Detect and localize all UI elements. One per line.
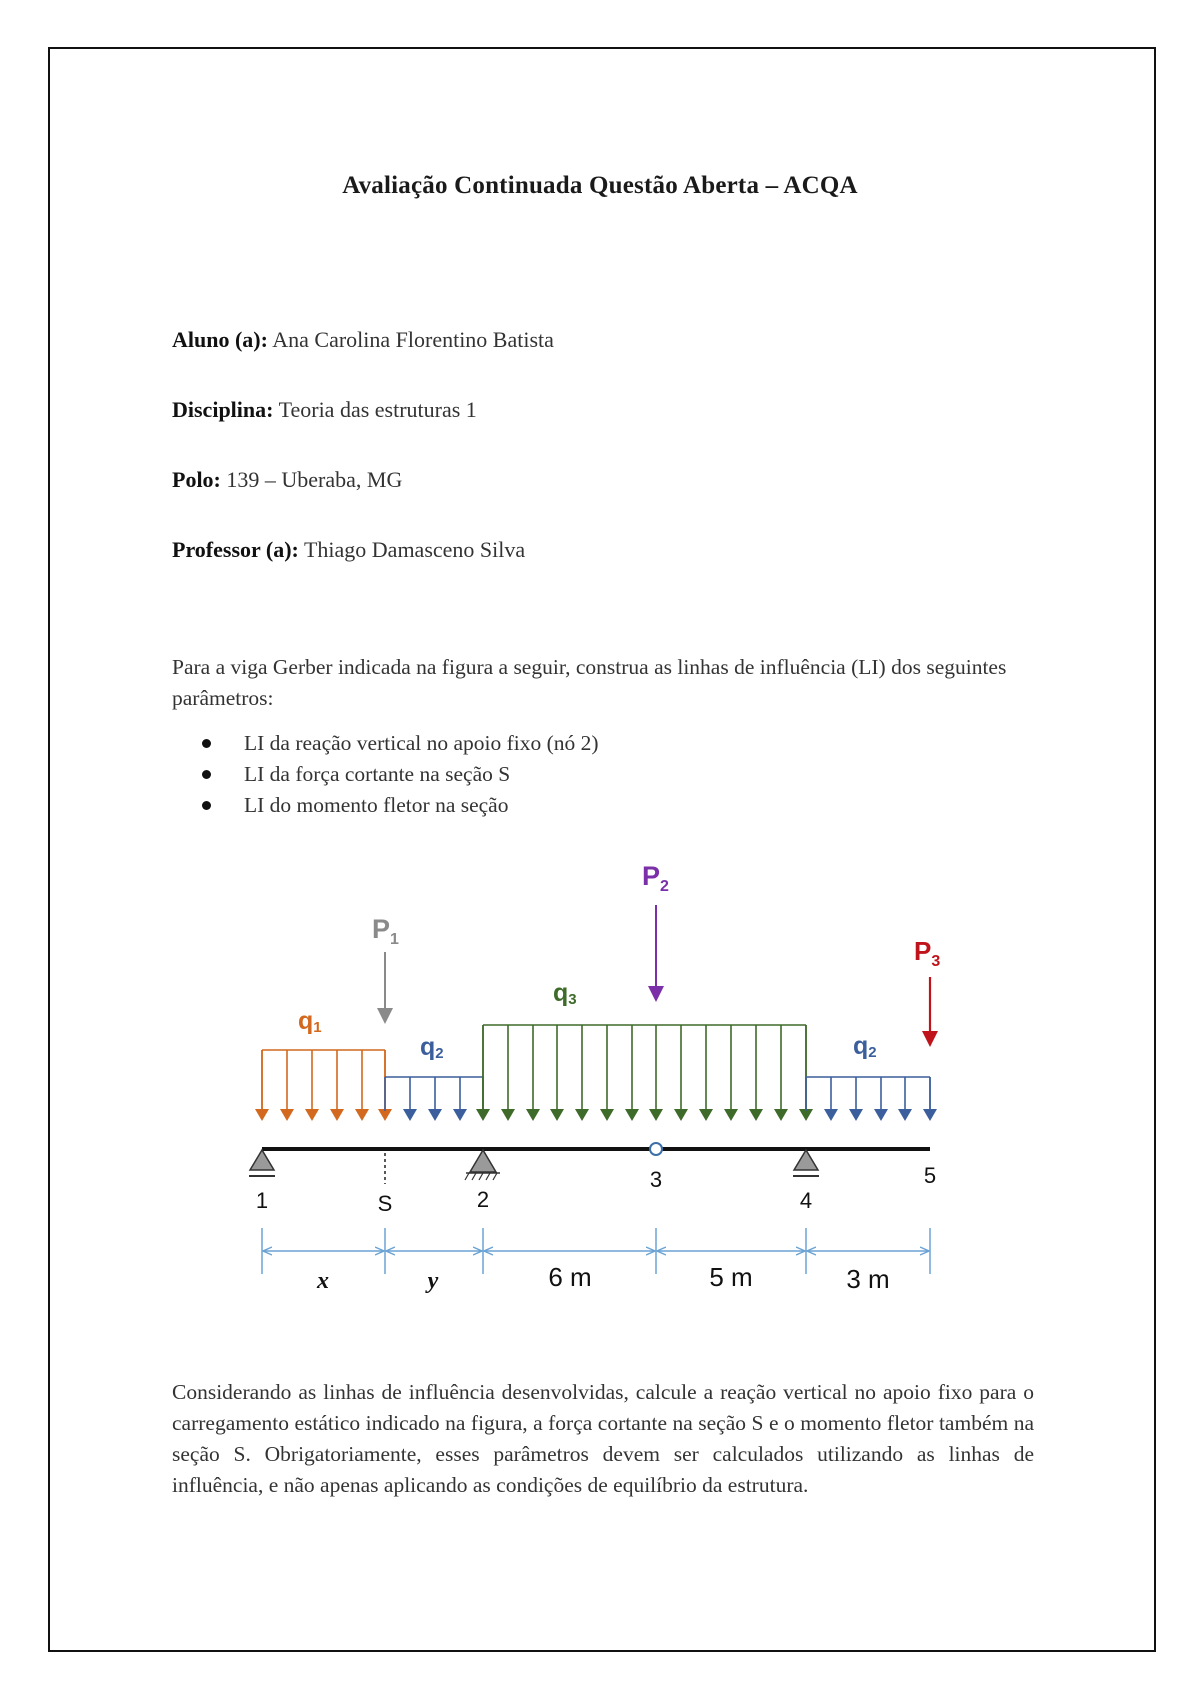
list-item-text: LI da reação vertical no apoio fixo (nó 2) xyxy=(244,731,599,755)
q1-load-arrow-head xyxy=(330,1109,344,1121)
q2-right-label: q2 xyxy=(853,1032,877,1061)
q3-load-arrow-head xyxy=(774,1109,788,1121)
dimension-y-label: y xyxy=(427,1268,439,1294)
point-load-p3 xyxy=(914,936,940,1047)
q3-load-arrow-head xyxy=(649,1109,663,1121)
node-1-label: 1 xyxy=(255,1188,269,1213)
professor-label: Professor (a): xyxy=(172,537,299,562)
q3-load-arrow-head xyxy=(749,1109,763,1121)
p3-label: $P_3$ xyxy=(914,936,941,970)
dimension-3m-label: 3 m xyxy=(846,1264,890,1294)
q3-load-arrow-head xyxy=(575,1109,589,1121)
q3-load-arrow-head xyxy=(600,1109,614,1121)
conclusion-paragraph: Considerando as linhas de influência desenvolvidas, calcule a reação vertical no apoio fixo para o carregamento estático indicado na figura, a força cortante na seção S e o momento fletor também na seção S. Obrigatoriamente, esses parâmetros devem ser calculados utilizando as linhas de influência, e não apenas aplicando as condições de equilíbrio da estrutura. xyxy=(172,1380,1034,1497)
q1-load xyxy=(255,1050,392,1121)
q3-label: q3 xyxy=(553,979,577,1008)
p2-label: $P_2$ xyxy=(642,861,669,895)
pinned-support-2 xyxy=(465,1150,500,1180)
roller-support-1 xyxy=(249,1150,275,1176)
list-item-text: LI do momento fletor na seção xyxy=(244,793,509,817)
q2-left-load xyxy=(385,1077,483,1121)
q2-right-load-arrow-head xyxy=(898,1109,912,1121)
discipline-label: Disciplina: xyxy=(172,397,274,422)
q1-label: q1 xyxy=(298,1007,322,1036)
q2-left-load-arrow-head xyxy=(428,1109,442,1121)
point-load-p2 xyxy=(642,861,669,1002)
q1-load-arrow-head xyxy=(355,1109,369,1121)
q3-load-arrow-head xyxy=(699,1109,713,1121)
campus-label: Polo: xyxy=(172,467,221,492)
node-3-label: 3 xyxy=(649,1167,663,1192)
q2-left-label: q2 xyxy=(420,1033,444,1062)
point-load-p1 xyxy=(372,914,399,1024)
q3-load xyxy=(476,1025,813,1121)
q3-load-arrow-head xyxy=(476,1109,490,1121)
dimension-lines xyxy=(262,1228,930,1274)
q3-load-arrow-head xyxy=(724,1109,738,1121)
q2-right-load-arrow-head xyxy=(874,1109,888,1121)
distributed-loads xyxy=(255,1025,937,1121)
q3-load-arrow-head xyxy=(550,1109,564,1121)
node-s-label: S xyxy=(377,1191,393,1216)
node-4-label: 4 xyxy=(799,1188,813,1213)
q2-right-load-arrow-head xyxy=(923,1109,937,1121)
q1-load-arrow-head xyxy=(305,1109,319,1121)
q1-load-arrow-head xyxy=(280,1109,294,1121)
professor-name: Thiago Damasceno Silva xyxy=(298,537,526,562)
p1-label: $P_1$ xyxy=(372,914,399,948)
node-2-label: 2 xyxy=(476,1187,490,1212)
q3-load-arrow-head xyxy=(625,1109,639,1121)
dimension-6m-label: 6 m xyxy=(548,1262,592,1292)
q2-left-load-arrow-head xyxy=(453,1109,467,1121)
student-name: Ana Carolina Florentino Batista xyxy=(267,327,554,352)
student-label: Aluno (a): xyxy=(172,327,268,352)
node-5-label: 5 xyxy=(923,1163,937,1188)
q1-load-arrow-head xyxy=(255,1109,269,1121)
dimension-x-label: x xyxy=(317,1268,329,1294)
q3-load-arrow-head xyxy=(674,1109,688,1121)
dimension-5m-label: 5 m xyxy=(709,1262,753,1292)
campus-name: 139 – Uberaba, MG xyxy=(220,467,403,492)
q3-load-arrow-head xyxy=(501,1109,515,1121)
intro-paragraph: Para a viga Gerber indicada na figura a seguir, construa as linhas de influência (LI) dos seguintes parâmetros: xyxy=(172,655,1007,710)
q2-right-load xyxy=(806,1077,937,1121)
q2-right-load-arrow-head xyxy=(824,1109,838,1121)
discipline-name: Teoria das estruturas 1 xyxy=(273,397,477,422)
document-title: Avaliação Continuada Questão Aberta – ACQA xyxy=(342,172,858,199)
hinge-3 xyxy=(650,1143,662,1155)
q2-right-load-arrow-head xyxy=(849,1109,863,1121)
roller-support-4 xyxy=(793,1150,819,1176)
q2-left-load-arrow-head xyxy=(403,1109,417,1121)
q3-load-arrow-head xyxy=(526,1109,540,1121)
list-item-text: LI da força cortante na seção S xyxy=(244,762,511,786)
